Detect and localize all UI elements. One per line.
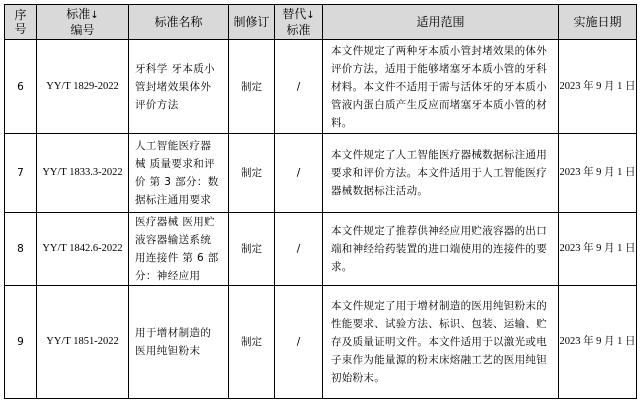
effective-date-cell: 2023 年 9 月 1 日 bbox=[559, 213, 637, 286]
scope-cell: 本文件规定了人工智能医疗器械数据标注通用要求和评价方法。本文件适用于人工智能医疗器械数据标注活动。 bbox=[323, 134, 559, 213]
header-serial-number: 序 号 bbox=[5, 5, 37, 40]
scope-cell: 本文件规定了推荐供神经应用贮液容器的出口端和神经给药装置的进口端使用的连接件的要求。 bbox=[323, 213, 559, 286]
header-scope: 适用范围 bbox=[323, 5, 559, 40]
scope-cell: 本文件规定了用于增材制造的医用纯钽粉末的性能要求、试验方法、标识、包装、运输、贮存及质量证明文件。本文件适用于以激光或电子束作为能量源的粉末床熔融工艺的医用纯钽初始粉末。 bbox=[323, 286, 559, 399]
revision-type-cell: 制定 bbox=[229, 286, 275, 399]
standard-name-cell: 用于增材制造的医用纯钽粉末 bbox=[129, 286, 229, 399]
replaced-standard-cell: / bbox=[275, 40, 323, 134]
table-row bbox=[5, 40, 637, 134]
revision-type-cell: 制定 bbox=[229, 134, 275, 213]
standard-name-cell: 牙科学 牙本质小管封堵效果体外评价方法 bbox=[129, 40, 229, 134]
standard-name-cell: 医疗器械 医用贮液容器输送系统用连接件 第 6 部分：神经应用 bbox=[129, 213, 229, 286]
down-arrow-icon: ↓ bbox=[90, 10, 99, 21]
replaced-standard-cell: / bbox=[275, 286, 323, 399]
effective-date-cell: 2023 年 9 月 1 日 bbox=[559, 40, 637, 134]
table-row bbox=[5, 134, 637, 213]
standard-code-cell: YY/T 1829-2022 bbox=[37, 40, 129, 134]
revision-type-cell: 制定 bbox=[229, 40, 275, 134]
effective-date-cell: 2023 年 9 月 1 日 bbox=[559, 134, 637, 213]
table-row bbox=[5, 286, 637, 399]
header-standard-code: 标准↓ 编号 bbox=[37, 5, 129, 40]
replaced-standard-cell: / bbox=[275, 213, 323, 286]
standard-name-cell: 人工智能医疗器械 质量要求和评价 第 3 部分：数据标注通用要求 bbox=[129, 134, 229, 213]
standard-code-cell: YY/T 1842.6-2022 bbox=[37, 213, 129, 286]
serial-number-cell: 6 bbox=[5, 40, 37, 134]
table-header-row bbox=[5, 5, 637, 40]
header-revision-type: 制修订 bbox=[229, 5, 275, 40]
standard-code-cell: YY/T 1851-2022 bbox=[37, 286, 129, 399]
serial-number-cell: 9 bbox=[5, 286, 37, 399]
revision-type-cell: 制定 bbox=[229, 213, 275, 286]
standards-table bbox=[4, 4, 637, 399]
table-row bbox=[5, 213, 637, 286]
header-effective-date: 实施日期 bbox=[559, 5, 637, 40]
header-replaced-standard: 替代↓ 标准 bbox=[275, 5, 323, 40]
replaced-standard-cell: / bbox=[275, 134, 323, 213]
down-arrow-icon: ↓ bbox=[306, 10, 315, 21]
scope-cell: 本文件规定了两种牙本质小管封堵效果的体外评价方法，适用于能够堵塞牙本质小管的牙科材料。本文件不适用于需与活体牙的牙本质小管液内蛋白质产生反应而堵塞牙本质小管的材料。 bbox=[323, 40, 559, 134]
header-standard-name: 标准名称 bbox=[129, 5, 229, 40]
effective-date-cell: 2023 年 9 月 1 日 bbox=[559, 286, 637, 399]
serial-number-cell: 8 bbox=[5, 213, 37, 286]
standard-code-cell: YY/T 1833.3-2022 bbox=[37, 134, 129, 213]
serial-number-cell: 7 bbox=[5, 134, 37, 213]
